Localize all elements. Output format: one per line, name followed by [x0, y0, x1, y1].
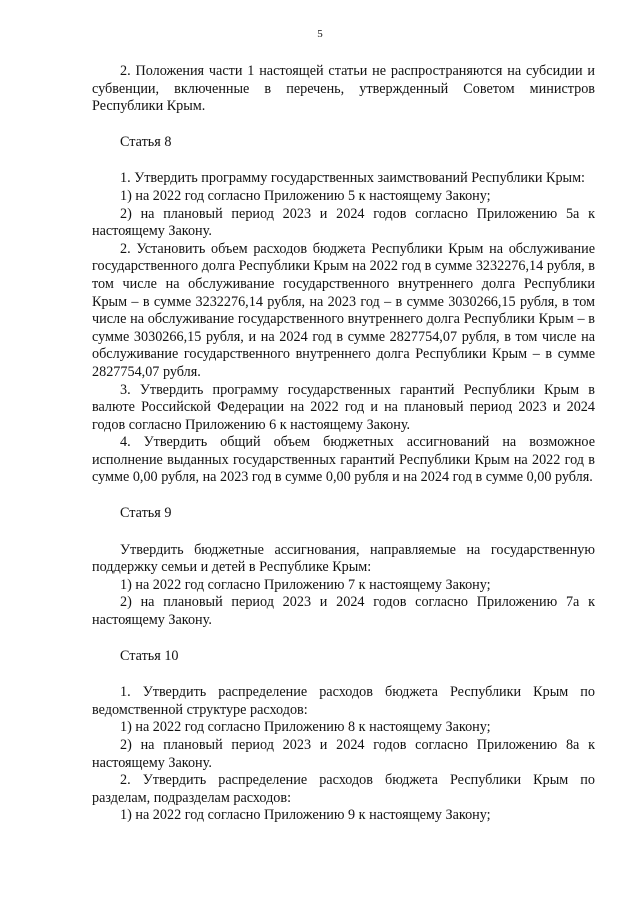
- paragraph: 2) на плановый период 2023 и 2024 годов согласно Приложению 5а к настоящему Закону.: [92, 205, 595, 240]
- spacer: [92, 523, 595, 542]
- spacer: [92, 665, 595, 684]
- paragraph: 1. Утвердить распределение расходов бюджета Республики Крым по ведомственной структуре расходов:: [92, 684, 595, 718]
- spacer: [92, 487, 595, 505]
- spacer: [92, 116, 595, 134]
- paragraph: 2) на плановый период 2023 и 2024 годов согласно Приложению 7а к настоящему Закону.: [92, 594, 595, 629]
- paragraph: 2) на плановый период 2023 и 2024 годов согласно Приложению 8а к настоящему Закону.: [92, 737, 595, 771]
- spacer: [92, 630, 595, 648]
- paragraph: 1) на 2022 год согласно Приложению 7 к настоящему Закону;: [120, 576, 491, 593]
- article-heading: Статья 8: [120, 133, 172, 150]
- article-heading: Статья 9: [120, 505, 172, 522]
- document-body: [92, 63, 595, 825]
- paragraph: 1) на 2022 год согласно Приложению 5 к настоящему Закону;: [120, 187, 491, 204]
- paragraph: 2. Утвердить распределение расходов бюджета Республики Крым по разделам, подразделам расходов:: [92, 772, 595, 806]
- paragraph: 1. Утвердить программу государственных заимствований Республики Крым:: [120, 170, 585, 187]
- paragraph: 2. Положения части 1 настоящей статьи не распространяются на субсидии и субвенции, включенные в перечень, утвержденный Советом министров Республики Крым.: [92, 63, 595, 115]
- page-number: 5: [317, 28, 323, 40]
- paragraph: 3. Утвердить программу государственных гарантий Республики Крым в валюте Российской Федерации на 2022 год и на плановый период 2023 и 2024 годов согласно Приложению 6 к настоящему Закону.: [92, 381, 595, 433]
- paragraph: Утвердить бюджетные ассигнования, направляемые на государственную поддержку семьи и детей в Республике Крым:: [92, 541, 595, 576]
- paragraph: 1) на 2022 год согласно Приложению 9 к настоящему Закону;: [120, 807, 491, 824]
- paragraph: 4. Утвердить общий объем бюджетных ассигнований на возможное исполнение выданных государственных гарантий Республики Крым на 2022 год в сумме 0,00 рубля, на 2023 год в сумме 0,00 рубля и на 2024 год в сумме 0,00 рубля.: [92, 434, 595, 486]
- article-heading: Статья 10: [120, 647, 179, 664]
- spacer: [92, 151, 595, 170]
- paragraph: 2. Установить объем расходов бюджета Республики Крым на обслуживание государственного долга Республики Крым на 2022 год в сумме 3232276,14 рубля, в том числе на обслуживание государственного внутреннего долга Республики Крым – в сумме 3232276,14 рубля, на 2023 год – в сумме 3030266,15 рубля, в том числе на обслуживание государственного внутреннего долга Республики Крым – в сумме 3030266,15 рубля, и на 2024 год в сумме 2827754,07 рубля, в том числе на обслуживание государственного внутреннего долга Республики Крым – в сумме 2827754,07 рубля.: [92, 240, 595, 380]
- paragraph: 1) на 2022 год согласно Приложению 8 к настоящему Закону;: [120, 719, 491, 736]
